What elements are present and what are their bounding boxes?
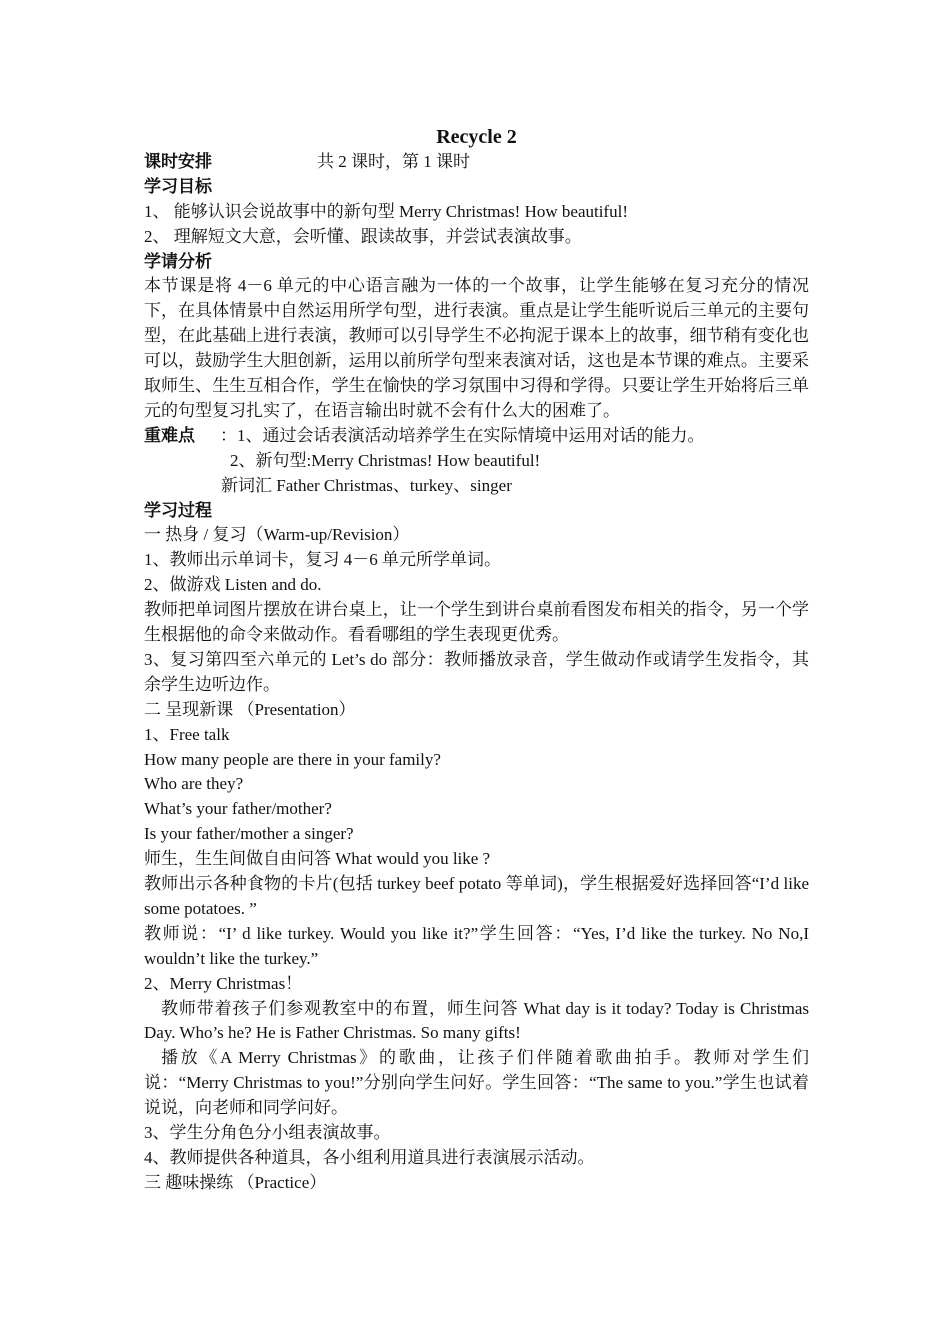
analysis-text: 本节课是将 4－6 单元的中心语言融为一体的一个故事，让学生能够在复习充分的情况下，在具体情景中自然运用所学句型，进行表演。重点是让学生能听说后三单元的主要句型，在此基础上进行表演，教师可以引导学生不必拘泥于课本上的故事，细节稍有变化也可以，鼓励学生大胆创新，运用以前所学句型来表演对话，这也是本节课的难点。主要采取师生、生生互相合作，学生在愉快的学习氛围中习得和学得。只要让学生开始将后三单元的句型复习扎实了，在语言输出时就不会有什么大的困难了。	[144, 276, 809, 420]
analysis-heading: 学请分析	[144, 251, 212, 271]
page-title: Recycle 2	[436, 126, 517, 148]
practice-title: 三 趣味操练 （Practice）	[144, 1172, 327, 1192]
warmup-paragraph: 教师把单词图片摆放在讲台桌上，让一个学生到讲台桌前看图发布相关的指令，另一个学生根据他的命令来做动作。看看哪组的学生表现更优秀。	[144, 600, 809, 645]
presentation-line: 2、Merry Christmas！	[144, 973, 303, 993]
presentation-line: How many people are there in your family?	[144, 749, 441, 769]
warmup-step: 2、做游戏 Listen and do.	[144, 575, 322, 595]
warmup-step: 1、教师出示单词卡，复习 4－6 单元所学单词。	[144, 550, 501, 570]
keypoints-line2: 2、新句型:Merry Christmas! How beautiful!	[230, 450, 541, 470]
presentation-line: Is your father/mother a singer?	[144, 824, 354, 844]
presentation-paragraph: 播放《A Merry Christmas》的歌曲，让孩子们伴随着歌曲拍手。教师对学生们说：“Merry Christmas to you!”分别向学生问好。学生回答：“The same to you.”学生也试着说说，向老师和同学问好。	[144, 1048, 809, 1118]
keypoints-row	[144, 424, 809, 449]
warmup-title: 一 热身 / 复习（Warm-up/Revision）	[144, 525, 410, 545]
warmup-paragraph: 3、复习第四至六单元的 Let’s do 部分：教师播放录音，学生做动作或请学生发指令，其余学生边听边作。	[144, 649, 809, 694]
schedule-label: 课时安排	[144, 152, 212, 171]
presentation-line: What’s your father/mother?	[144, 799, 332, 819]
objective-item: 2、 理解短文大意，会听懂、跟读故事，并尝试表演故事。	[144, 226, 582, 246]
keypoints-line3: 新词汇 Father Christmas、turkey、singer	[221, 475, 512, 495]
schedule-value: 共 2 课时，第 1 课时	[317, 152, 470, 171]
keypoints-line1: ：1、通过会话表演活动培养学生在实际情境中运用对话的能力。	[220, 425, 705, 445]
schedule-row	[144, 150, 809, 175]
objective-item: 1、 能够认识会说故事中的新句型 Merry Christmas! How beautiful!	[144, 201, 628, 221]
presentation-line: Who are they?	[144, 774, 244, 794]
presentation-line: 4、教师提供各种道具，各小组利用道具进行表演展示活动。	[144, 1147, 595, 1167]
presentation-paragraph: 教师出示各种食物的卡片(包括 turkey beef potato 等单词)，学生根据爱好选择回答“I’d like some potatoes. ”	[144, 873, 809, 918]
presentation-title: 二 呈现新课 （Presentation）	[144, 699, 356, 719]
presentation-line: 1、Free talk	[144, 724, 230, 744]
document-page	[144, 124, 809, 1196]
presentation-line: 师生，生生间做自由问答 What would you like ?	[144, 849, 491, 869]
presentation-paragraph: 教师带着孩子们参观教室中的布置，师生问答 What day is it today? Today is Christmas Day. Who’s he? He is Father Christmas. So many gifts!	[144, 998, 809, 1043]
keypoints-heading: 重难点	[144, 425, 195, 445]
objectives-heading: 学习目标	[144, 176, 212, 196]
process-heading: 学习过程	[144, 500, 212, 520]
presentation-paragraph: 教师说：“I’ d like turkey. Would you like it?”学生回答：“Yes, I’d like the turkey. No No,I wouldn’t like the turkey.”	[144, 923, 809, 968]
presentation-line: 3、学生分角色分小组表演故事。	[144, 1123, 391, 1143]
